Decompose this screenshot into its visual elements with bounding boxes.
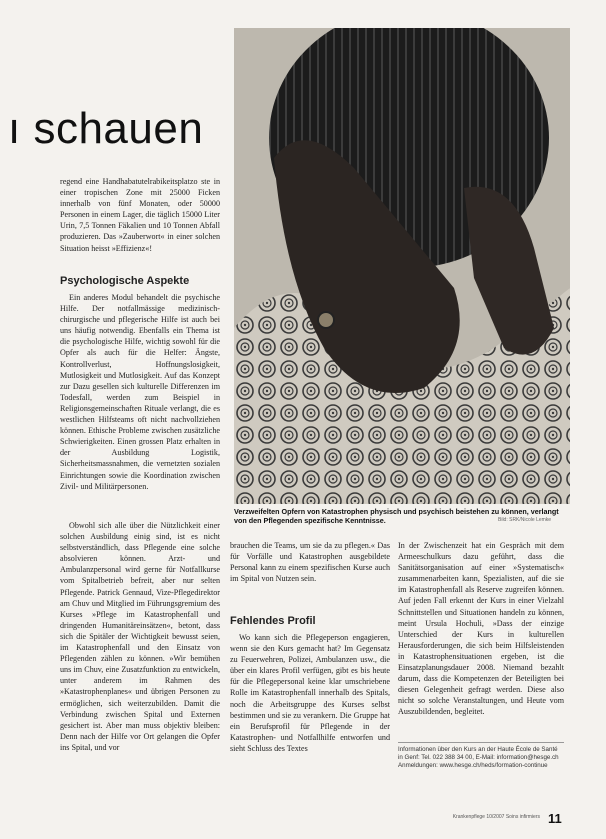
- photo-credit: Bild: SRK/Nicole Lemke: [498, 517, 552, 523]
- column2-body: [230, 540, 390, 584]
- photo-caption: Verzweifelten Opfern von Katastrophen physisch und psychisch beistehen zu können, verlangt von den Pflegenden spezifische Kenntnisse.: [234, 507, 559, 525]
- section1-body: [60, 292, 220, 492]
- column3-paragraph: In der Zwischenzeit hat ein Gespräch mit dem Armeeschulkurs dazu geführt, dass die Sanitätsorganisation auf einer »Systematisch« zusammenarbeiten kann, Spezialisten, auf die sie im Katastrophenfall als Reserve zugreifen können. Auf jeden Fall erkennt der Kurs in einer Vielzahl Schnittstellen und Situationen handeln zu können, meint Ursula Hochuli, »Dass der einzige Unterschied der Kurs in kulturellen Herausforderungen, die sich beim Hilfsleistenden in Katastrophensituationen ergeben, ist die Einsatzplanungsdauer 2008. Niemand bezahlt darum, dass die Kompetenzen der Beteiligten bei diesen Gelegenheit gefragt werden. Diese also nicht so solche Veranstaltungen, und Heute vom Auszubildenden, begleitet.: [398, 541, 564, 717]
- column2-top-text: brauchen die Teams, um sie da zu pflegen.« Das für Vorfälle und Katastrophen ausgebildete Personal kann zu einem spezifischen Kurse auch im Spital von Nutzen sein.: [230, 541, 390, 584]
- section1-paragraph-2: Obwohl sich alle über die Nützlichkeit einer solchen Ausbildung einig sind, ist es nicht selbstverständlich, dass Pflegende eine solche absolvieren können. Arzt- und Ambulanzpersonal wird gerne für Notfallkurse vom Spitalbetrieb befreit, aber nur selten Pflegende. Patrick Gennaud, Vize-Pflegedirektor am Chuv und Mitglied im Führungsgremium des Kurses »Pflege im Katastrophenfall und dringenden Humanitäreinsätzen«, betont, dass sich die Spitäler der Wichtigkeit bewusst seien, im Katastrophenfall und den Einsatz von Pflegenden zählen zu können. »Wir bemühen uns im Chuv, eine Zusatzfunktion zu entwickeln, unter anderem im Rahmen des »Katastrophenplanes« und übrigen Personen zu ermöglichen, sich weiterzubilden. Damit die Verbindung zwischen Spital und Externen gesichert ist. Aber man muss objektiv bleiben: Denn nach der Hilfe vor Ort gelangen die Opfer ins Spital, und vor: [60, 521, 220, 752]
- section-heading-psychologische-aspekte: Psychologische Aspekte: [60, 275, 190, 287]
- column3-body: [398, 540, 564, 718]
- section-heading-fehlendes-profil: Fehlendes Profil: [230, 615, 316, 627]
- intro-paragraph: [60, 176, 220, 254]
- course-info-box: Informationen über den Kurs an der Haute École de Santé in Genf: Tel. 022 388 34 00, E-Mail: information@hesge.ch Anmeldungen: www.hesge.ch/heds/formation-continue: [398, 742, 564, 770]
- section1-body-continued: [60, 520, 220, 753]
- headline: ı schauen: [8, 104, 204, 153]
- section1-paragraph: Ein anderes Modul behandelt die psychische Hilfe. Der notfallmässige medizinisch-chirurgische und pflegerische Hilfe ist auch bei uns häufig notwendig. Ebenfalls ein Thema ist die psychologische Hilfe, wichtig sowohl für die Opfer als auch für die Helfer: Ängste, Kontrollverlust, Hoffnungslosigkeit, Mutlosigkeit und Mutlosigkeit. Auf das Konzept zur Dazu gesellen sich kulturelle Differenzen im Todesfall, werden zum Beispiel in Religionsgemeinschaften Rituale verlangt, die es westlichen Hilfsteams oft nicht nachvollziehen können. Ethische Probleme zwischen zusätzliche Schwierigkeiten. Einen grossen Platz erhalten in der Ausbildung Logistik, Sicherheitsmassnahmen, die vernetzten sozialen Einrichtungen sowie die Koordination zwischen Zivil- und Militärpersonen.: [60, 293, 220, 491]
- section2-paragraph: Wo kann sich die Pflegeperson engagieren, wenn sie den Kurs gemacht hat? Im Gegensatz zu Feuerwehren, Polizei, Ambulanzen usw., die über ein klares Profil verfügen, gibt es bis heute für die Pflegepersonal keine klar umschriebene Rolle im Katastrophenfall innerhalb des Spitals, noch die Arbeitsgruppe des Kurses selbst bestimmen und sie zu verankern. Die Gruppe hat ein Berufsprofil für Pflegende in der Katastrophen- und Notfallhilfe entworfen und sieht Schluss des Textes: [230, 633, 390, 753]
- photo-illustration: [234, 28, 570, 504]
- publication-footer: Krankenpflege 10/2007 Soins infirmiers: [452, 814, 540, 820]
- page-number: 11: [548, 811, 562, 826]
- section2-body: [230, 632, 390, 754]
- ring-icon: [318, 312, 334, 328]
- intro-text: regend eine Handhabatutelrabikeitsplatzo ste in einer tropischen Zone mit 25000 Ficken innerhalb von fünf Monaten, oder 50000 Personen in einem Lager, die täglich 15000 Liter Urin, 7,5 Tonnen Fäkalien und 10 Tonnen Abfall produzieren. Das »Zauberwort« in einer solchen Situation heisst »Effizienz«!: [60, 177, 220, 253]
- photo: [234, 28, 570, 504]
